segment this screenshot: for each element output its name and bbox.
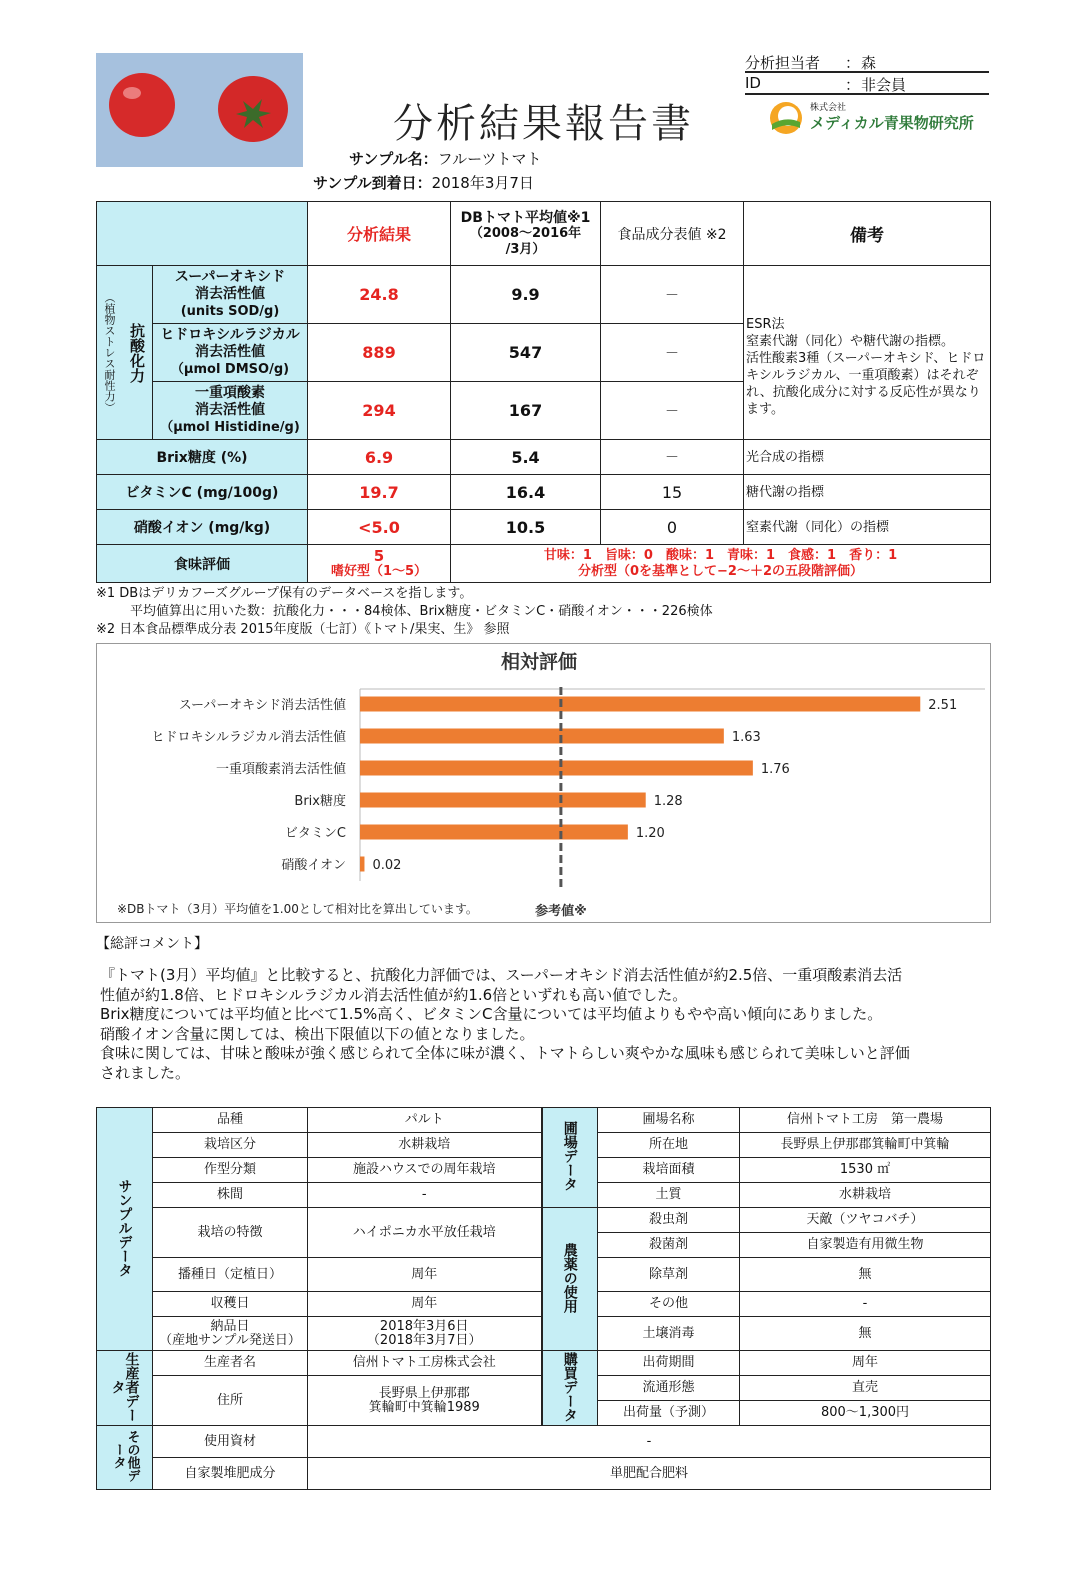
- area-value: 1530 ㎡: [740, 1158, 991, 1183]
- report-title: 分析結果報告書: [393, 101, 694, 147]
- producer-label: 生産者名: [153, 1351, 308, 1376]
- sow-label: 播種日（定植日）: [153, 1258, 308, 1292]
- cult-label: 栽培区分: [153, 1133, 308, 1158]
- chart-bar: [360, 825, 628, 840]
- chart-bar: [360, 697, 920, 712]
- brix-remark: 光合成の指標: [744, 440, 991, 475]
- header-blank: [97, 202, 308, 266]
- footnotes: ※1 DBはデリカフーズグループ保有のデータベースを指します。 平均値算出に用いた数：抗酸化力・・・84検体、Brix糖度・ビタミンC・硝酸イオン・・・226検体 ※2 日本食品標準成分表 2015年度版（七訂）《トマト/果実、生》 参照: [96, 586, 713, 637]
- hydroxyl-result: 889: [308, 324, 451, 382]
- chart-bar: [360, 793, 646, 808]
- chart-footnote: ※DBトマト（3月）平均値を1.00として相対比を算出しています。: [117, 902, 478, 916]
- chart-value-label: 1.28: [653, 794, 683, 809]
- chart-bar: [360, 729, 724, 744]
- brix-food: －: [601, 440, 744, 475]
- chart-value-label: 1.20: [635, 826, 665, 841]
- chart-bar: [360, 761, 753, 776]
- compost-label: 自家製堆肥成分: [153, 1458, 308, 1490]
- sample-details-table: [96, 1107, 991, 1490]
- company-logo: 株式会社 メディカル青果物研究所: [768, 98, 983, 138]
- purchase-group: 購買データ: [542, 1351, 598, 1426]
- herb-label: 除草剤: [598, 1258, 740, 1292]
- fungi-label: 殺菌剤: [598, 1233, 740, 1258]
- col-remark: 備考: [744, 202, 991, 266]
- variety-value: パルト: [308, 1108, 542, 1133]
- dist-label: 流通形態: [598, 1376, 740, 1401]
- sample-group: サンプルデータ: [97, 1108, 153, 1351]
- qty-label: 出荷量（予測）: [598, 1401, 740, 1426]
- row-brix: Brix糖度 (%): [97, 440, 308, 475]
- feature-value: ハイポニカ水平放任栽培: [308, 1208, 542, 1258]
- type-label: 作型分類: [153, 1158, 308, 1183]
- chart-category-label: ビタミンC: [284, 826, 346, 841]
- antiox-group: （植物ストレス耐性力） 抗酸化力: [97, 266, 153, 440]
- insect-value: 天敵（ツヤコバチ）: [740, 1208, 991, 1233]
- col-food: 食品成分表値 ※2: [601, 202, 744, 266]
- chart-value-label: 1.63: [731, 730, 761, 745]
- vitc-result: 19.7: [308, 475, 451, 510]
- comment-heading: 【総評コメント】: [96, 936, 208, 952]
- results-table: [96, 201, 991, 583]
- nitrate-remark: 窒素代謝（同化）の指標: [744, 510, 991, 545]
- address-value: 長野県上伊那郡 箕輪町中箕輪1989: [308, 1376, 542, 1426]
- hydroxyl-db: 547: [451, 324, 601, 382]
- row-nitrate: 硝酸イオン (mg/kg): [97, 510, 308, 545]
- farm-group: 圃場データ: [542, 1108, 598, 1208]
- qty-value: 800～1,300円: [740, 1401, 991, 1426]
- dist-value: 直売: [740, 1376, 991, 1401]
- col-result: 分析結果: [308, 202, 451, 266]
- producer-value: 信州トマト工房株式会社: [308, 1351, 542, 1376]
- brix-result: 6.9: [308, 440, 451, 475]
- location-label: 所在地: [598, 1133, 740, 1158]
- chart-reference-label: 参考値※: [535, 904, 587, 919]
- chart-category-label: 硝酸イオン: [281, 858, 346, 873]
- soil-dis-label: 土壌消毒: [598, 1317, 740, 1351]
- ship-label: 出荷期間: [598, 1351, 740, 1376]
- row-hydroxyl: ヒドロキシルラジカル 消去活性値 （μmol DMSO/g): [153, 324, 308, 382]
- pesticide-group: 農薬の使用: [542, 1208, 598, 1351]
- delivery-value: 2018年3月6日 （2018年3月7日）: [308, 1317, 542, 1351]
- row-taste: 食味評価: [97, 545, 308, 583]
- farm-name-value: 信州トマト工房 第一農場: [740, 1108, 991, 1133]
- chart-category-label: スーパーオキシド消去活性値: [178, 698, 346, 713]
- tomato-photo: [96, 53, 303, 167]
- compost-value: 単肥配合肥料: [308, 1458, 991, 1490]
- taste-score: 5 嗜好型（1～5）: [308, 545, 451, 583]
- farm-name-label: 圃場名称: [598, 1108, 740, 1133]
- chart-category-label: Brix糖度: [294, 794, 346, 809]
- sow-value: 周年: [308, 1258, 542, 1292]
- antiox-remark: ESR法 窒素代謝（同化）や糖代謝の指標。 活性酸素3種（スーパーオキシド、ヒドロキシルラジカル、一重項酸素）はそれぞれ、抗酸化成分に対する反応性が異なります。: [744, 266, 991, 440]
- etc-value: -: [740, 1292, 991, 1317]
- variety-label: 品種: [153, 1108, 308, 1133]
- harvest-label: 収穫日: [153, 1292, 308, 1317]
- logo-mark-icon: [768, 100, 804, 136]
- delivery-label: 納品日 （産地サンプル発送日）: [153, 1317, 308, 1351]
- type-value: 施設ハウスでの周年栽培: [308, 1158, 542, 1183]
- chart-bar: [360, 857, 364, 872]
- vitc-remark: 糖代謝の指標: [744, 475, 991, 510]
- chart-value-label: 2.51: [928, 698, 958, 713]
- superoxide-db: 9.9: [451, 266, 601, 324]
- fungi-value: 自家製造有用微生物: [740, 1233, 991, 1258]
- cult-value: 水耕栽培: [308, 1133, 542, 1158]
- soil-label: 土質: [598, 1183, 740, 1208]
- id-row: ID ： 非会員: [745, 74, 989, 95]
- chart-category-label: 一重項酸素消去活性値: [215, 762, 346, 777]
- chart-category-label: ヒドロキシルラジカル消去活性値: [151, 730, 346, 745]
- soil-dis-value: 無: [740, 1317, 991, 1351]
- analyst-row: 分析担当者 ： 森: [745, 52, 989, 73]
- singlet-db: 167: [451, 382, 601, 440]
- singlet-food: －: [601, 382, 744, 440]
- spacing-value: -: [308, 1183, 542, 1208]
- materials-value: -: [308, 1426, 991, 1458]
- spacing-label: 株間: [153, 1183, 308, 1208]
- sample-name: サンプル名：フルーツトマト: [349, 150, 542, 168]
- nitrate-db: 10.5: [451, 510, 601, 545]
- chart-svg: [97, 644, 990, 922]
- area-label: 栽培面積: [598, 1158, 740, 1183]
- soil-value: 水耕栽培: [740, 1183, 991, 1208]
- nitrate-result: <5.0: [308, 510, 451, 545]
- nitrate-food: 0: [601, 510, 744, 545]
- col-db: DBトマト平均値※1 （2008～2016年 /3月）: [451, 202, 601, 266]
- location-value: 長野県上伊那郡箕輪町中箕輪: [740, 1133, 991, 1158]
- insect-label: 殺虫剤: [598, 1208, 740, 1233]
- brix-db: 5.4: [451, 440, 601, 475]
- chart-value-label: 1.76: [760, 762, 790, 777]
- harvest-value: 周年: [308, 1292, 542, 1317]
- feature-label: 栽培の特徴: [153, 1208, 308, 1258]
- row-superoxide: スーパーオキシド 消去活性値 (units SOD/g): [153, 266, 308, 324]
- taste-detail: 甘味：1 旨味：0 酸味：1 青味：1 食感：1 香り：1 分析型（0を基準として−2～＋2の五段階評価）: [451, 545, 991, 583]
- chart-title: 相対評価: [500, 651, 578, 673]
- address-label: 住所: [153, 1376, 308, 1426]
- etc-label: その他: [598, 1292, 740, 1317]
- producer-group: 生産者データ: [97, 1351, 153, 1426]
- hydroxyl-food: －: [601, 324, 744, 382]
- vitc-food: 15: [601, 475, 744, 510]
- chart-value-label: 0.02: [372, 858, 402, 873]
- superoxide-result: 24.8: [308, 266, 451, 324]
- comment-body: 『トマト(3月）平均値』と比較すると、抗酸化力評価では、スーパーオキシド消去活性値が約2.5倍、一重項酸素消去活 性値が約1.8倍、ヒドロキシルラジカル消去活性値が約1.6倍といずれも高い値でした。 Brix糖度については平均値と比べて1.5%高く、ビタミンC含量については平均値よりもやや高い傾向にありました。 硝酸イオン含量に関しては、検出下限値以下の値となりました。 食味に関しては、甘味と酸味が強く感じられて全体に味が濃く、トマトらしい爽やかな風味も感じられて美味しいと評価 されました。: [100, 966, 910, 1082]
- vitc-db: 16.4: [451, 475, 601, 510]
- arrival-date: サンプル到着日：2018年3月7日: [313, 174, 534, 192]
- row-singlet: 一重項酸素 消去活性値 （μmol Histidine/g): [153, 382, 308, 440]
- ship-value: 周年: [740, 1351, 991, 1376]
- row-vitc: ビタミンC (mg/100g): [97, 475, 308, 510]
- singlet-result: 294: [308, 382, 451, 440]
- materials-label: 使用資材: [153, 1426, 308, 1458]
- other-group: その他データ: [97, 1426, 153, 1490]
- relative-chart: [96, 643, 991, 923]
- superoxide-food: －: [601, 266, 744, 324]
- herb-value: 無: [740, 1258, 991, 1292]
